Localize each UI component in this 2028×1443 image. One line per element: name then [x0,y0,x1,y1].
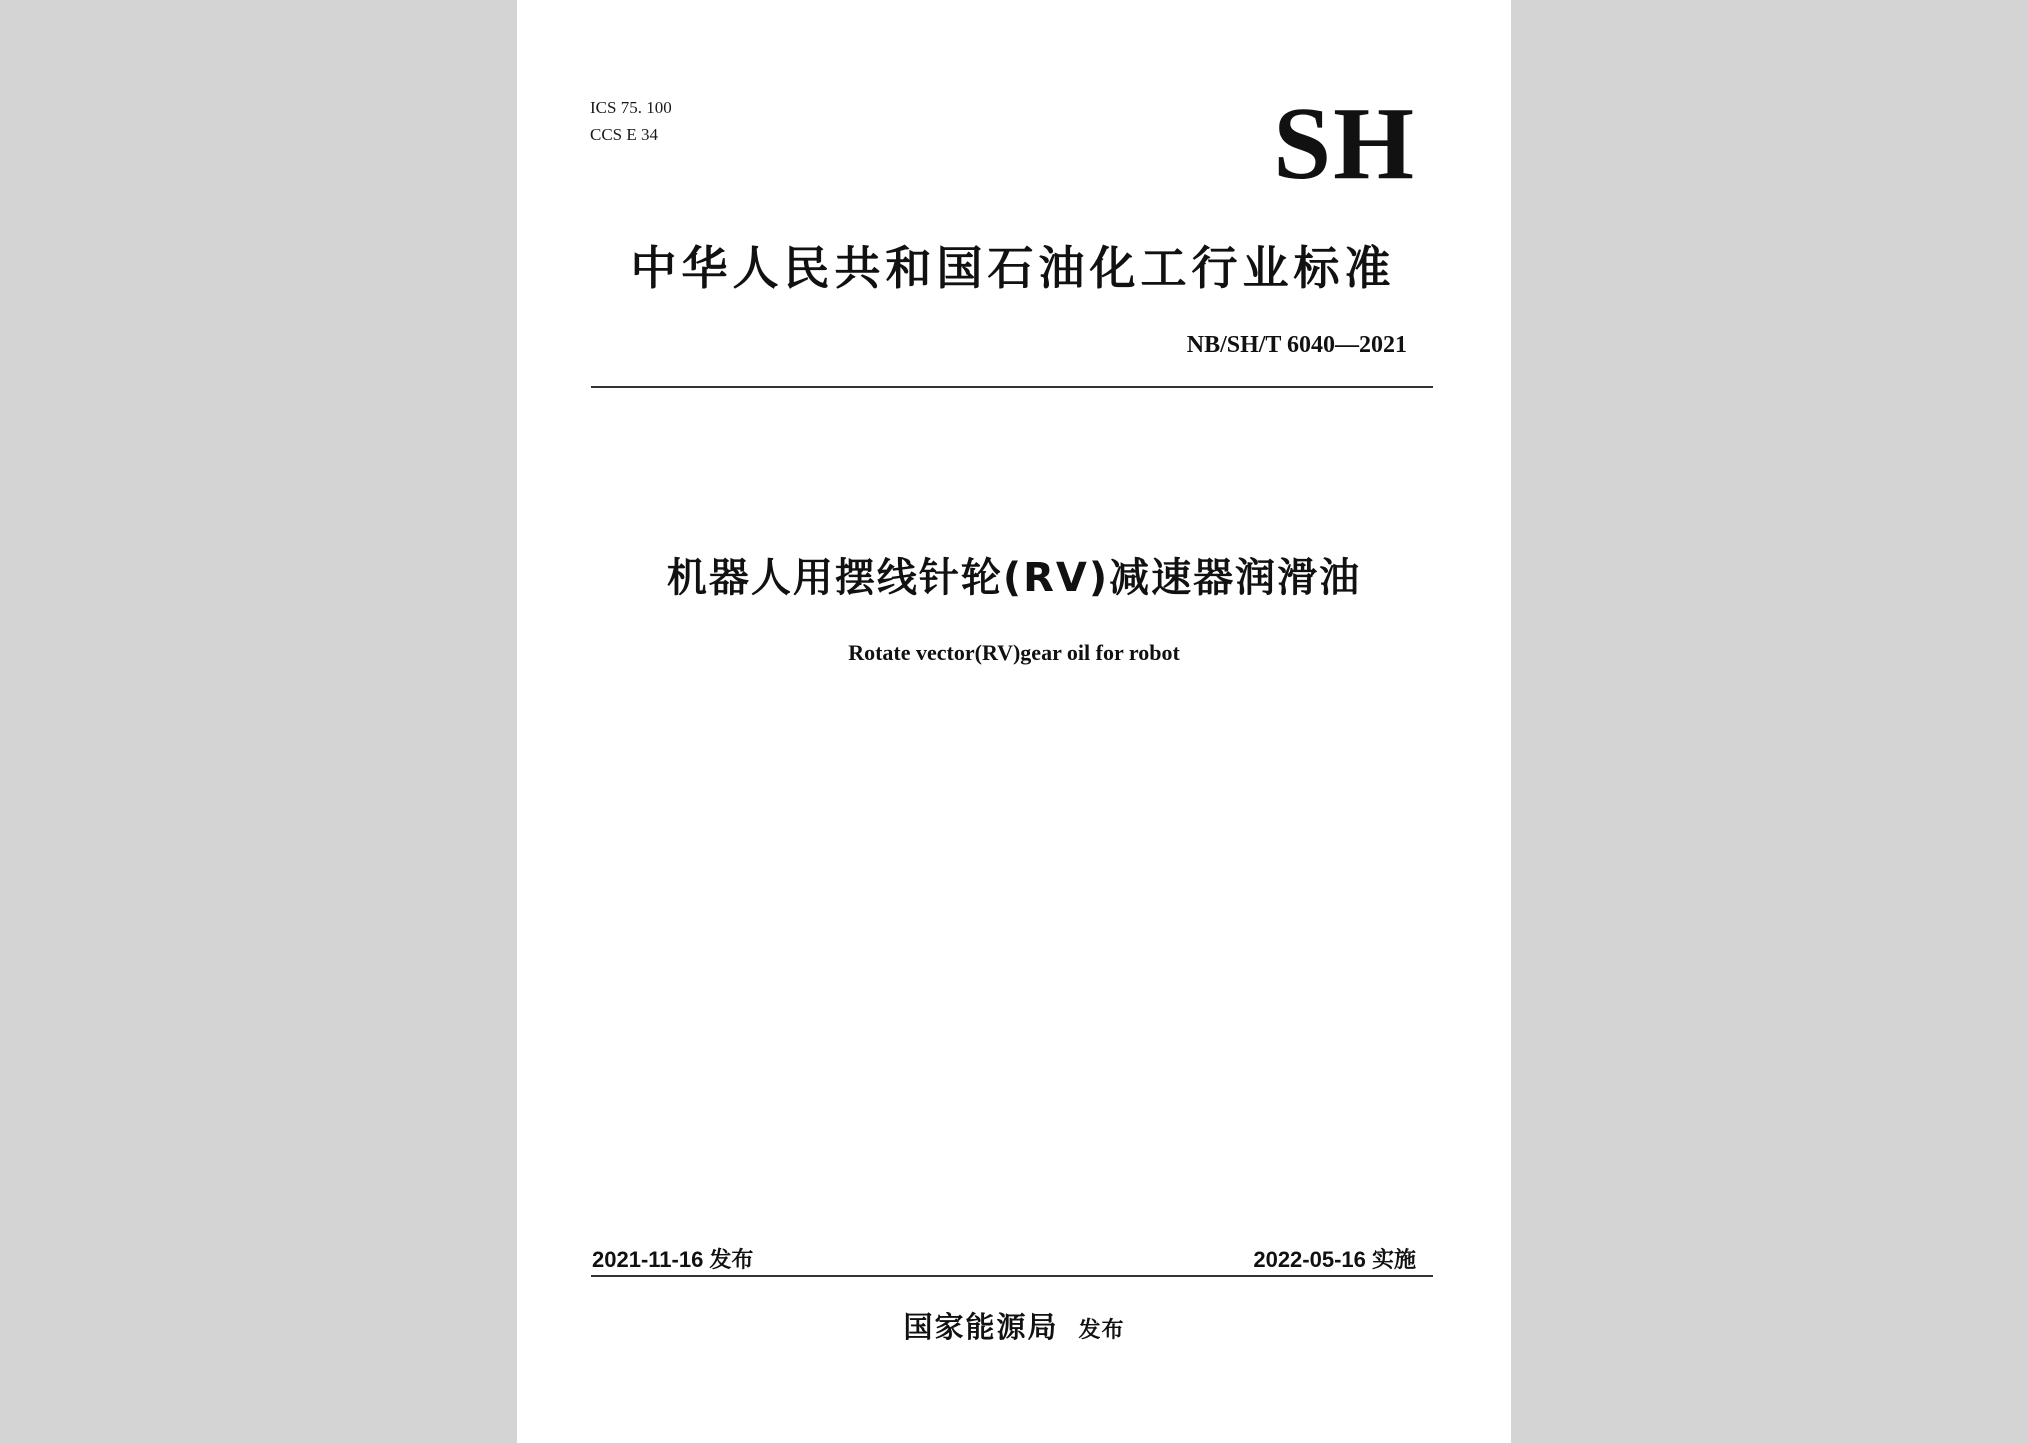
document-page [517,0,1511,1443]
publisher-name: 国家能源局 [903,1310,1059,1344]
header-divider [591,386,1433,388]
publisher-line [517,1308,1511,1350]
document-title-english: Rotate vector(RV)gear oil for robot [848,640,1180,665]
standard-category-title: 中华人民共和国石油化工行业标准 [630,241,1396,295]
issue-date: 2021-11-16 发布 [592,1247,754,1272]
footer-divider [591,1275,1433,1277]
document-title-chinese: 机器人用摆线针轮(RV)减速器润滑油 [666,555,1362,601]
ccs-code: CCS E 34 [590,125,659,144]
sh-logo: SH [1273,86,1416,201]
classification-codes [590,94,672,148]
ics-code: ICS 75. 100 [590,98,672,117]
publisher-suffix: 发布 [1078,1318,1125,1343]
standard-number: NB/SH/T 6040—2021 [1186,332,1407,358]
effective-date: 2022-05-16 实施 [1253,1247,1416,1272]
